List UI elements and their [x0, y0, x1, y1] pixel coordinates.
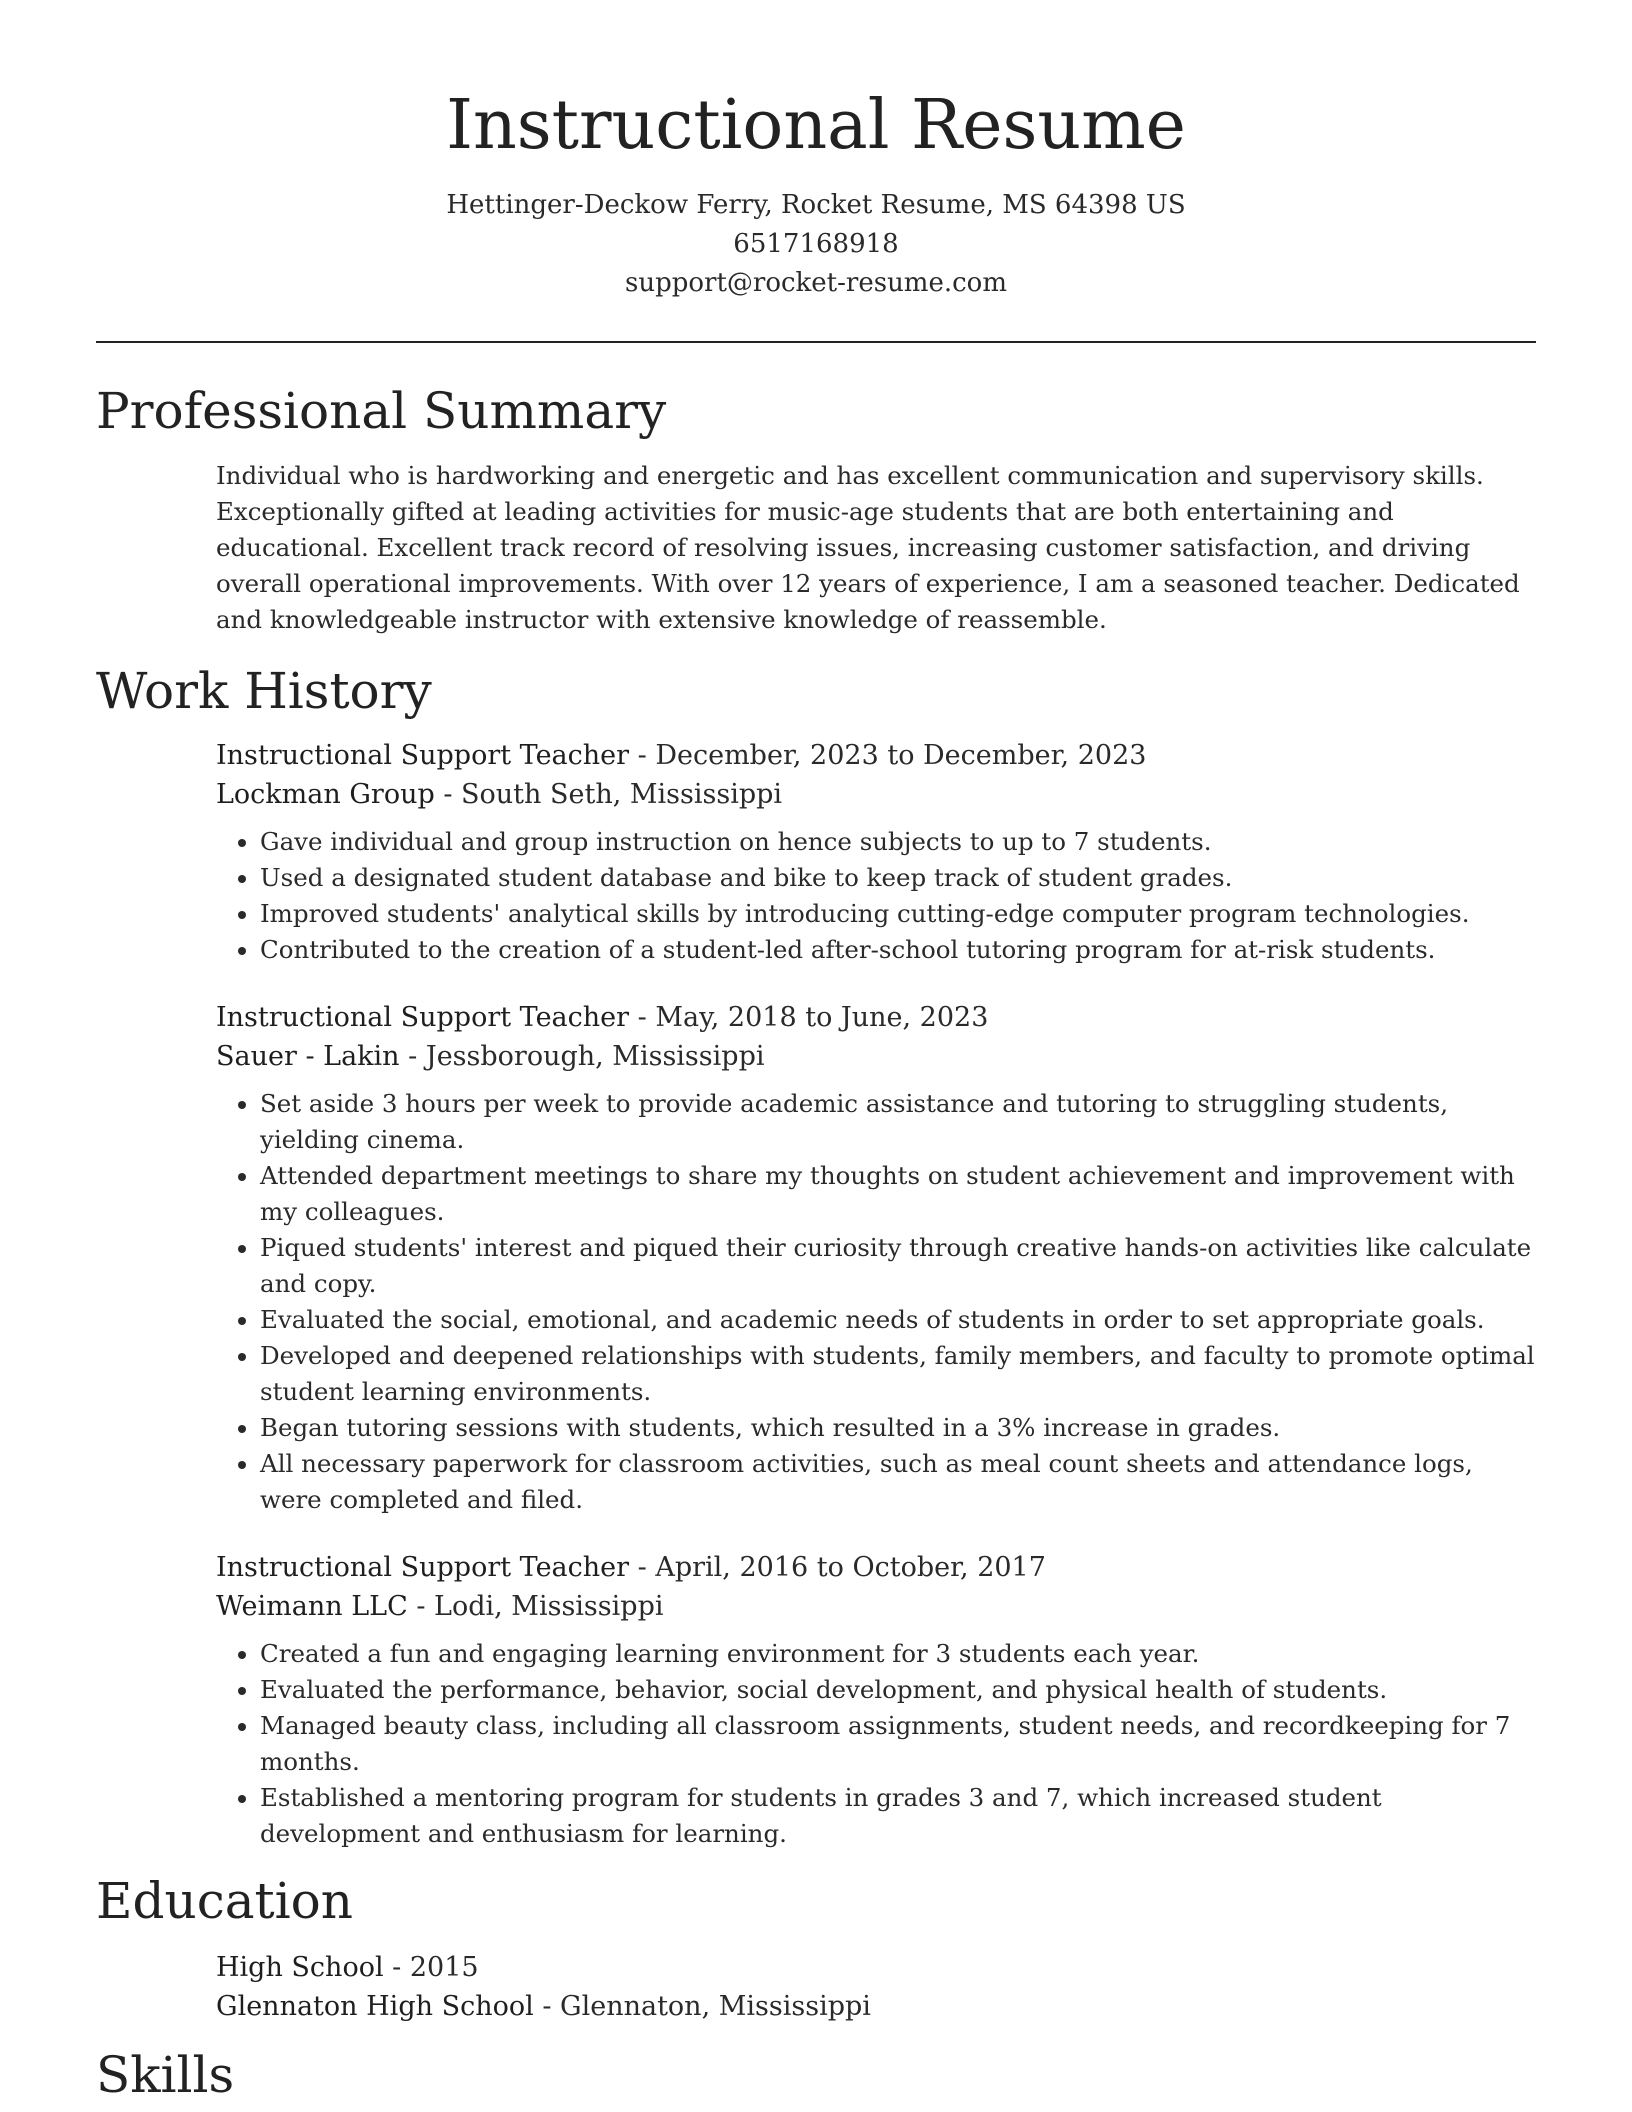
skills-section: [96, 2044, 1536, 2106]
list-item: • Improved students' analytical skills by introducing cutting-edge computer program technologies.: [260, 896, 1536, 932]
list-item: • Used a designated student database and bike to keep track of student grades.: [260, 860, 1536, 896]
resume-content: [96, 380, 1536, 2106]
list-item: • Managed beauty class, including all classroom assignments, student needs, and recordkeeping for 7 months.: [260, 1708, 1536, 1780]
job-title-line: [216, 998, 1536, 1037]
job-company: Weimann LLC: [216, 1591, 408, 1622]
job-duties-list: [216, 1636, 1536, 1852]
list-item: • Piqued students' interest and piqued their curiosity through creative hands-on activities like calculate and copy.: [260, 1230, 1536, 1302]
job-company-line: [216, 775, 1536, 814]
education-degree: High School: [216, 1952, 384, 1983]
education-school: Glennaton High School: [216, 1991, 534, 2022]
job-title: Instructional Support Teacher: [216, 1552, 630, 1583]
job-duties-list: [216, 1086, 1536, 1518]
list-item: • Gave individual and group instruction on hence subjects to up to 7 students.: [260, 824, 1536, 860]
job-location: - South Seth, Mississippi: [434, 779, 783, 810]
job-company: Lockman Group: [216, 779, 435, 810]
job-location: - Lodi, Mississippi: [407, 1591, 664, 1622]
work-history-heading: Work History: [96, 662, 432, 720]
summary-heading: Professional Summary: [96, 382, 667, 440]
job-entry: [216, 736, 1536, 968]
job-title: Instructional Support Teacher: [216, 740, 630, 771]
list-item: • Evaluated the performance, behavior, social development, and physical health of students.: [260, 1672, 1536, 1708]
education-degree-line: [216, 1948, 1536, 1987]
education-location: - Glennaton, Mississippi: [533, 1991, 871, 2022]
contact-phone: 6517168918: [733, 229, 899, 259]
list-item: • Established a mentoring program for students in grades 3 and 7, which increased student development and enthusiasm for learning.: [260, 1780, 1536, 1852]
education-school-line: [216, 1987, 1536, 2026]
job-entry: [216, 998, 1536, 1518]
resume-title: Instructional Resume: [446, 86, 1186, 165]
job-company-line: [216, 1587, 1536, 1626]
list-item: • Created a fun and engaging learning environment for 3 students each year.: [260, 1636, 1536, 1672]
job-company: Sauer - Lakin: [216, 1041, 400, 1072]
job-location: - Jessborough, Mississippi: [399, 1041, 765, 1072]
contact-email: support@rocket-resume.com: [624, 268, 1007, 298]
summary-section: [96, 380, 1536, 638]
contact-address: Hettinger-Deckow Ferry, Rocket Resume, MS 64398 US: [446, 190, 1186, 220]
list-item: • Set aside 3 hours per week to provide academic assistance and tutoring to struggling students, yielding cinema.: [260, 1086, 1536, 1158]
list-item: • Attended department meetings to share my thoughts on student achievement and improvement with my colleagues.: [260, 1158, 1536, 1230]
list-item: • Evaluated the social, emotional, and academic needs of students in order to set appropriate goals.: [260, 1302, 1536, 1338]
resume-header: [0, 0, 1632, 303]
education-entry: [216, 1948, 1536, 2026]
job-duties-list: [216, 824, 1536, 968]
job-dates: - December, 2023 to December, 2023: [629, 740, 1147, 771]
education-section: [96, 1870, 1536, 2026]
work-history-section: [96, 660, 1536, 1852]
skills-heading: Skills: [96, 2046, 235, 2104]
list-item: • All necessary paperwork for classroom activities, such as meal count sheets and attendance logs, were completed and filed.: [260, 1446, 1536, 1518]
job-title-line: [216, 736, 1536, 775]
education-heading: Education: [96, 1872, 353, 1930]
list-item: • Developed and deepened relationships with students, family members, and faculty to promote optimal student learning environments.: [260, 1338, 1536, 1410]
list-item: • Began tutoring sessions with students, which resulted in a 3% increase in grades.: [260, 1410, 1536, 1446]
summary-text: Individual who is hardworking and energetic and has excellent communication and supervisory skills. Exceptionally gifted at leading activities for music-age students that are both entertaining and educational. Excellent track record of resolving issues, increasing customer satisfaction, and driving overall operational improvements. With over 12 years of experience, I am a seasoned teacher. Dedicated and knowledgeable instructor with extensive knowledge of reassemble.: [216, 461, 1520, 634]
contact-block: [0, 186, 1632, 303]
job-dates: - April, 2016 to October, 2017: [629, 1552, 1046, 1583]
education-year: - 2015: [383, 1952, 479, 1983]
job-title-line: [216, 1548, 1536, 1587]
header-divider: [96, 341, 1536, 343]
list-item: • Contributed to the creation of a student-led after-school tutoring program for at-risk students.: [260, 932, 1536, 968]
job-entry: [216, 1548, 1536, 1852]
job-dates: - May, 2018 to June, 2023: [629, 1002, 989, 1033]
job-company-line: [216, 1037, 1536, 1076]
job-title: Instructional Support Teacher: [216, 1002, 630, 1033]
